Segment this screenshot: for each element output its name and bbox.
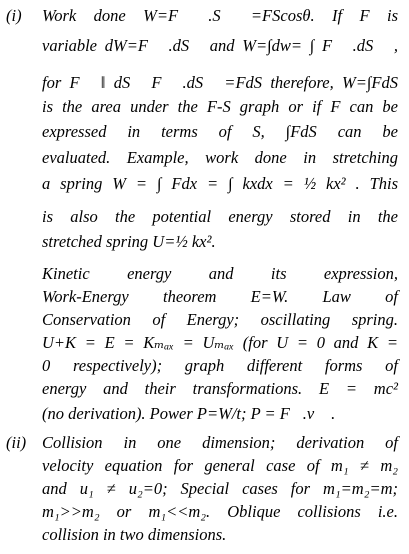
text-line: velocity equation for general case of m₁ ≠ m₂ <box>42 456 398 475</box>
text-line: Work done W=F⃗ .S⃗ =FScosθ. If F is <box>42 6 398 25</box>
text-line: collision in two dimensions. <box>42 525 227 544</box>
text-line: Work-Energy theorem E=W. Law of <box>42 287 398 306</box>
text-line: (no derivation). Power P=W/t; P = F⃗.v⃗ . <box>42 404 336 423</box>
text-line: a spring W = ∫ Fdx = ∫ kxdx = ½ kx² . This <box>42 174 398 193</box>
text-line: Conservation of Energy; oscillating spring. <box>42 310 398 329</box>
text-line: stretched spring U=½ kx². <box>42 232 216 251</box>
text-line: for F⃗ ‖ dS⃗ F⃗ .dS⃗ =FdS therefore, W=∫FdS <box>42 73 398 92</box>
text-line: 0 respectively); graph different forms of <box>42 356 398 375</box>
text-line: Collision in one dimension; derivation of <box>42 433 398 452</box>
text-line: variable dW=F⃗ .dS⃗ and W=∫dw= ∫ F⃗ .dS⃗ , <box>42 36 398 55</box>
section-i-label: (i) <box>6 6 22 25</box>
text-line: expressed in terms of S, ∫FdS can be <box>42 122 398 141</box>
text-line: m₁>>m₂ or m₁<<m₂. Oblique collisions i.e. <box>42 502 398 521</box>
text-line: is also the potential energy stored in the <box>42 207 398 226</box>
section-ii-label: (ii) <box>6 433 27 452</box>
text-line: U+K = E = Kₘₐₓ = Uₘₐₓ (for U = 0 and K = <box>42 333 398 352</box>
text-line: energy and their transformations. E = mc² <box>42 379 398 398</box>
text-line: and u₁ ≠ u₂=0; Special cases for m₁=m₂=m; <box>42 479 398 498</box>
text-line: evaluated. Example, work done in stretching <box>42 148 398 167</box>
text-line: is the area under the F-S graph or if F can be <box>42 97 398 116</box>
text-line: Kinetic energy and its expression, <box>42 264 398 283</box>
